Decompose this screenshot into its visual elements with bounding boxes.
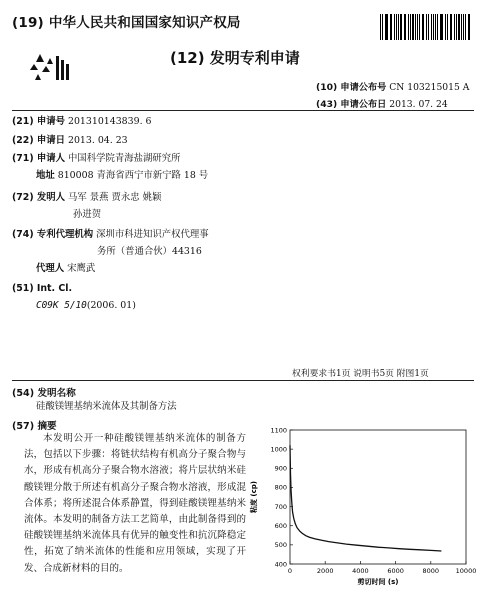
publication-number-label: (10) 申请公布号 (316, 82, 387, 93)
y-tick-label: 600 (274, 522, 287, 531)
inventors: 马军 景燕 贾永忠 姚颖 (68, 192, 162, 203)
abstract-divider (12, 380, 474, 381)
application-number-label: (21) 申请号 (12, 116, 66, 127)
inventors-label: (72) 发明人 (12, 192, 66, 203)
x-tick-label: 2000 (316, 567, 334, 575)
x-tick-label: 8000 (422, 567, 440, 575)
agency-continued: 务所（普通合伙）44316 (97, 246, 202, 257)
publication-date-row (316, 96, 448, 110)
y-tick-label: 700 (274, 502, 287, 511)
application-date: 2013. 04. 23 (68, 135, 128, 146)
applicant: 中国科学院青海盐湖研究所 (68, 153, 181, 164)
chart-frame (290, 430, 466, 564)
abstract-label: (57) 摘要 (12, 421, 57, 432)
agent-label: 代理人 (36, 263, 65, 274)
publication-date-label: (43) 申请公布日 (316, 99, 387, 110)
x-tick-label: 6000 (387, 567, 404, 575)
invention-title-label: (54) 发明名称 (12, 388, 76, 399)
viscosity-chart (244, 420, 480, 592)
application-date-label: (22) 申请日 (12, 135, 66, 146)
publication-number: CN 103215015 A (389, 82, 470, 93)
office-emblem-icon (30, 52, 78, 82)
x-tick-label: 10000 (455, 567, 477, 575)
y-tick-label: 1100 (270, 426, 287, 435)
inventors-row (12, 193, 161, 202)
page-count-info: 权利要求书1页 说明书5页 附图1页 (292, 369, 429, 379)
header-divider (12, 110, 474, 111)
y-tick-label: 500 (274, 541, 287, 550)
x-tick-label: 0 (287, 567, 293, 575)
intcl-version: (2006. 01) (86, 300, 136, 311)
publication-date: 2013. 07. 24 (389, 99, 448, 110)
intcl-row (36, 300, 136, 311)
x-tick-label: 4000 (352, 567, 369, 575)
barcode (380, 14, 472, 40)
intcl-label (12, 284, 72, 293)
intcl-code: C09K 5/10 (36, 300, 87, 311)
y-tick-label: 1000 (270, 445, 287, 454)
agency-label: (74) 专利代理机构 (12, 229, 94, 240)
address-row (36, 171, 208, 180)
applicant-row (12, 154, 181, 163)
applicant-label: (71) 申请人 (12, 153, 66, 164)
intcl-label-text: (51) Int. Cl. (12, 283, 73, 294)
invention-title: 硅酸镁锂基纳米流体及其制备方法 (36, 401, 177, 412)
publication-number-row (316, 79, 469, 93)
viscosity-series-line (290, 445, 441, 551)
patent-office-name: (19) 中华人民共和国国家知识产权局 (12, 15, 241, 31)
abstract-text: 本发明公开一种硅酸镁锂基纳米流体的制备方法，包括以下步骤：将链状结构有机高分子聚合物与水，形成有机高分子聚合物水溶液；将片层状纳米硅酸镁锂分散于所述有机高分子聚合物水溶液，形成混合体系；将所述混合体系静置，得到硅酸镁锂基纳米流体。本发明的制备方法工艺简单，由此制备得到的硅酸镁锂基纳米流体具有优异的触变性和抗沉降稳定性，拓宽了纳米流体的性能和应用领域，实现了开发、合成新材料的目的。 (24, 433, 246, 574)
agent-row (36, 264, 95, 273)
agency-row (12, 230, 209, 239)
chart-y-axis-label: 粘度 (cp) (250, 481, 258, 513)
address: 810008 青海省西宁市新宁路 18 号 (57, 170, 209, 181)
y-tick-label: 800 (274, 483, 287, 492)
document-type-title: (12) 发明专利申请 (170, 49, 300, 67)
y-tick-label: 900 (274, 464, 287, 473)
application-date-row (12, 136, 128, 145)
application-number-row (12, 117, 152, 126)
agent: 宋鹰武 (67, 263, 96, 274)
inventors-continued: 孙进贺 (73, 209, 102, 220)
chart-x-axis-label: 剪切时间 (s) (357, 578, 399, 586)
application-number: 201310143839. 6 (68, 116, 152, 127)
address-label: 地址 (36, 170, 55, 181)
agency: 深圳市科进知识产权代理事 (96, 229, 209, 240)
y-tick-label: 400 (274, 560, 287, 569)
